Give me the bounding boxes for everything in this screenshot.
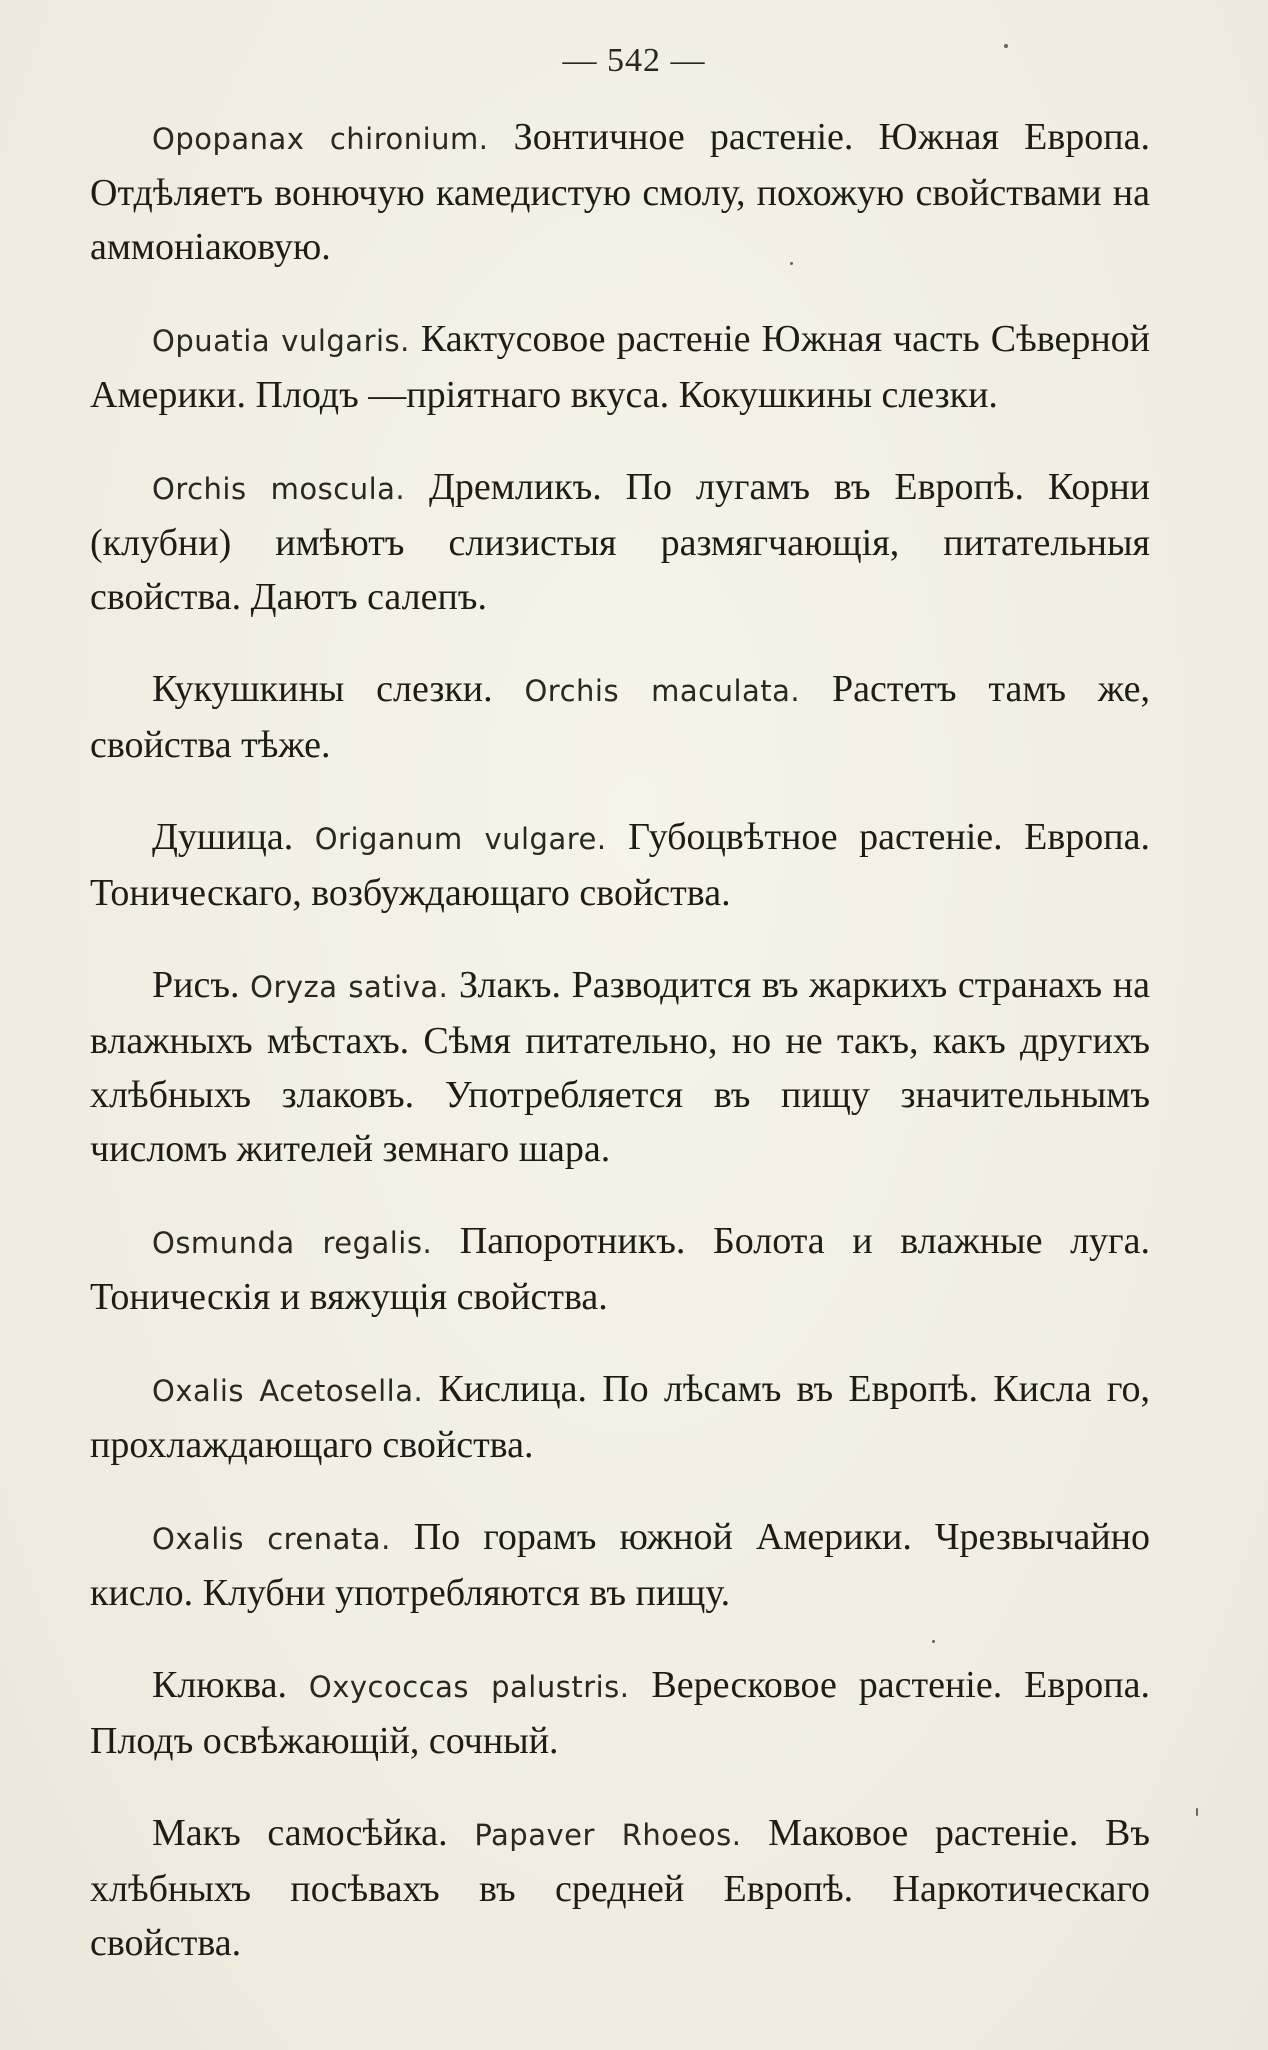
latin-name: Oxalis crenata. bbox=[152, 1522, 391, 1556]
entry-opuntia bbox=[90, 312, 1150, 422]
common-name: Макъ самосѣйка. bbox=[152, 1812, 475, 1854]
entry-text: Дремликъ. По лугамъ въ Европѣ. Корни (клубни) имѣютъ слизистыя размягчающія, питательныя свойства. Даютъ салепъ. bbox=[90, 466, 1150, 618]
entry-papaver bbox=[90, 1806, 1150, 1970]
entry-text: Губоцвѣтное растеніе. Европа. Тоническаго, возбуждающаго свойства. bbox=[90, 816, 1150, 914]
latin-name: Opuatia vulgaris. bbox=[152, 324, 410, 358]
entry-text: Папоротникъ. Болота и влажные луга. Тоническія и вяжущія свойства. bbox=[90, 1220, 1150, 1318]
entry-orchis-maculata bbox=[90, 662, 1150, 772]
entry-text: Кислица. По лѣсамъ въ Европѣ. Кисла го, прохлаждающаго свойства. bbox=[90, 1368, 1150, 1466]
entry-oxalis-acetosella bbox=[90, 1362, 1150, 1472]
paper-speck bbox=[790, 262, 793, 265]
entry-text: Кактусовое растеніе Южная часть Сѣверной Америки. Плодъ —пріятнаго вкуса. Кокушкины слезки. bbox=[90, 318, 1150, 416]
entry-text: Зонтичное растеніе. Южная Европа. Отдѣляетъ вонючую камедистую смолу, похожую свойствами на аммоніаковую. bbox=[90, 116, 1150, 268]
latin-name: Oryza sativa. bbox=[250, 970, 449, 1004]
entry-origanum bbox=[90, 810, 1150, 920]
entry-orchis-moscula bbox=[90, 460, 1150, 624]
common-name: Душица. bbox=[152, 816, 315, 858]
latin-name: Oxycoccas palustris. bbox=[308, 1670, 630, 1704]
latin-name: Papaver Rhoeos. bbox=[474, 1818, 742, 1852]
paper-speck bbox=[1004, 44, 1008, 48]
latin-name: Origanum vulgare. bbox=[314, 822, 607, 856]
entry-oxalis-crenata bbox=[90, 1510, 1150, 1620]
latin-name: Orchis maculata. bbox=[524, 674, 801, 708]
latin-name: Osmunda regalis. bbox=[152, 1226, 433, 1260]
entry-osmunda bbox=[90, 1214, 1150, 1324]
entry-text: Растетъ тамъ же, свойства тѣже. bbox=[90, 668, 1150, 766]
entry-text: Маковое растеніе. Въ хлѣбныхъ посѣвахъ въ средней Европѣ. Наркотическаго свойства. bbox=[90, 1812, 1151, 1964]
common-name: Клюква. bbox=[152, 1664, 309, 1706]
entry-oxycoccus bbox=[90, 1658, 1150, 1768]
latin-name: Orchis moscula. bbox=[152, 472, 406, 506]
entry-text: Вересковое растеніе. Европа. Плодъ освѣжающій, сочный. bbox=[90, 1664, 1150, 1762]
entry-text: По горамъ южной Америки. Чрезвычайно кисло. Клубни употребляются въ пищу. bbox=[90, 1516, 1150, 1614]
latin-name: Opopanax chironium. bbox=[152, 122, 489, 156]
common-name: Кукушкины слезки. bbox=[152, 668, 525, 710]
page-number: — 542 — bbox=[562, 42, 706, 79]
entry-text: Злакъ. Разводится въ жаркихъ странахъ на влажныхъ мѣстахъ. Сѣмя питательно, но не такъ, какъ другихъ хлѣбныхъ злаковъ. Употребляется въ пищу значительнымъ числомъ жителей земнаго шара. bbox=[90, 964, 1150, 1170]
common-name: Рисъ. bbox=[152, 964, 251, 1006]
entry-oryza bbox=[90, 958, 1150, 1176]
paper-speck bbox=[1196, 1808, 1198, 1816]
paper-speck bbox=[932, 1640, 935, 1643]
text-column bbox=[90, 110, 1150, 2008]
latin-name: Oxalis Acetosella. bbox=[152, 1374, 424, 1408]
entry-opopanax bbox=[90, 110, 1150, 274]
